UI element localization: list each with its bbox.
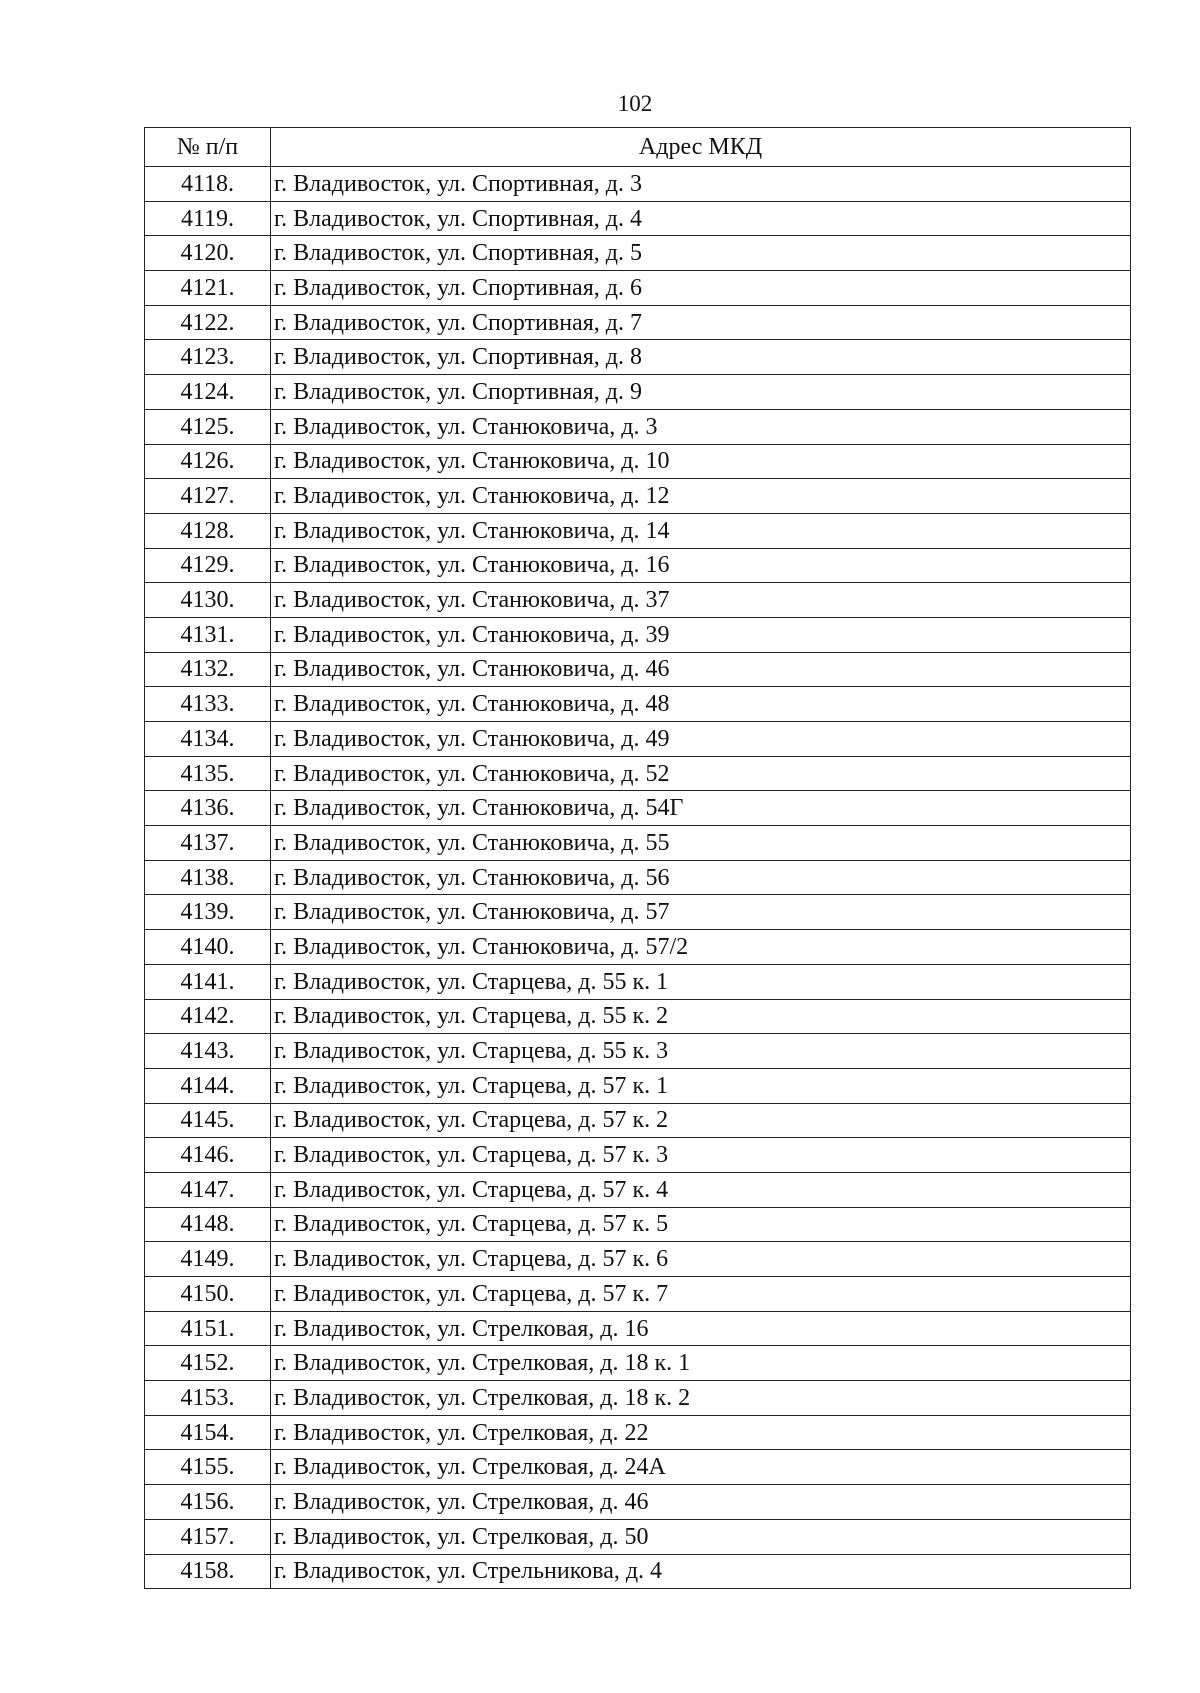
row-address: г. Владивосток, ул. Старцева, д. 55 к. 2	[271, 999, 1131, 1034]
row-number: 4127.	[145, 479, 271, 514]
row-address: г. Владивосток, ул. Старцева, д. 57 к. 3	[271, 1138, 1131, 1173]
table-row	[145, 1242, 1131, 1277]
table-row	[145, 340, 1131, 375]
row-address: г. Владивосток, ул. Станюковича, д. 37	[271, 583, 1131, 618]
table-row	[145, 583, 1131, 618]
row-number: 4145.	[145, 1103, 271, 1138]
row-address: г. Владивосток, ул. Старцева, д. 57 к. 7	[271, 1277, 1131, 1312]
row-number: 4137.	[145, 826, 271, 861]
table-row	[145, 513, 1131, 548]
row-number: 4138.	[145, 860, 271, 895]
table-header	[145, 128, 1131, 167]
table-row	[145, 1381, 1131, 1416]
row-address: г. Владивосток, ул. Стрелковая, д. 24А	[271, 1450, 1131, 1485]
row-address: г. Владивосток, ул. Старцева, д. 55 к. 3	[271, 1034, 1131, 1069]
row-address: г. Владивосток, ул. Стрелковая, д. 18 к. 1	[271, 1346, 1131, 1381]
row-number: 4129.	[145, 548, 271, 583]
row-address: г. Владивосток, ул. Станюковича, д. 12	[271, 479, 1131, 514]
row-address: г. Владивосток, ул. Стрелковая, д. 46	[271, 1485, 1131, 1520]
row-address: г. Владивосток, ул. Спортивная, д. 9	[271, 375, 1131, 410]
row-number: 4125.	[145, 409, 271, 444]
table-row	[145, 1207, 1131, 1242]
row-address: г. Владивосток, ул. Старцева, д. 57 к. 6	[271, 1242, 1131, 1277]
table-row	[145, 964, 1131, 999]
row-number: 4155.	[145, 1450, 271, 1485]
row-address: г. Владивосток, ул. Стрелковая, д. 50	[271, 1519, 1131, 1554]
table-row	[145, 201, 1131, 236]
table-row	[145, 444, 1131, 479]
row-number: 4147.	[145, 1172, 271, 1207]
row-number: 4134.	[145, 722, 271, 757]
row-number: 4143.	[145, 1034, 271, 1069]
row-number: 4152.	[145, 1346, 271, 1381]
row-address: г. Владивосток, ул. Станюковича, д. 52	[271, 756, 1131, 791]
row-number: 4132.	[145, 652, 271, 687]
row-address: г. Владивосток, ул. Старцева, д. 57 к. 2	[271, 1103, 1131, 1138]
table-row	[145, 271, 1131, 306]
row-number: 4128.	[145, 513, 271, 548]
row-number: 4141.	[145, 964, 271, 999]
table-row	[145, 1172, 1131, 1207]
row-number: 4130.	[145, 583, 271, 618]
row-address: г. Владивосток, ул. Станюковича, д. 16	[271, 548, 1131, 583]
row-address: г. Владивосток, ул. Спортивная, д. 6	[271, 271, 1131, 306]
row-number: 4120.	[145, 236, 271, 271]
row-address: г. Владивосток, ул. Спортивная, д. 5	[271, 236, 1131, 271]
row-address: г. Владивосток, ул. Спортивная, д. 3	[271, 167, 1131, 202]
row-address: г. Владивосток, ул. Станюковича, д. 57/2	[271, 930, 1131, 965]
table-row	[145, 375, 1131, 410]
table-row	[145, 1554, 1131, 1589]
row-number: 4146.	[145, 1138, 271, 1173]
row-address: г. Владивосток, ул. Старцева, д. 57 к. 5	[271, 1207, 1131, 1242]
row-number: 4131.	[145, 617, 271, 652]
table-row	[145, 860, 1131, 895]
row-number: 4123.	[145, 340, 271, 375]
row-address: г. Владивосток, ул. Станюковича, д. 57	[271, 895, 1131, 930]
row-number: 4144.	[145, 1068, 271, 1103]
row-number: 4140.	[145, 930, 271, 965]
row-address: г. Владивосток, ул. Станюковича, д. 39	[271, 617, 1131, 652]
row-number: 4148.	[145, 1207, 271, 1242]
row-address: г. Владивосток, ул. Старцева, д. 57 к. 4	[271, 1172, 1131, 1207]
table-row	[145, 930, 1131, 965]
row-number: 4119.	[145, 201, 271, 236]
table-row	[145, 1103, 1131, 1138]
row-address: г. Владивосток, ул. Спортивная, д. 4	[271, 201, 1131, 236]
row-address: г. Владивосток, ул. Стрельникова, д. 4	[271, 1554, 1131, 1589]
row-number: 4122.	[145, 305, 271, 340]
row-address: г. Владивосток, ул. Станюковича, д. 55	[271, 826, 1131, 861]
table-row	[145, 895, 1131, 930]
row-number: 4139.	[145, 895, 271, 930]
row-number: 4151.	[145, 1311, 271, 1346]
table-row	[145, 548, 1131, 583]
row-address: г. Владивосток, ул. Станюковича, д. 49	[271, 722, 1131, 757]
table-row	[145, 1068, 1131, 1103]
table-row	[145, 1485, 1131, 1520]
table-row	[145, 756, 1131, 791]
table-row	[145, 1346, 1131, 1381]
row-address: г. Владивосток, ул. Стрелковая, д. 22	[271, 1415, 1131, 1450]
table-row	[145, 826, 1131, 861]
row-number: 4136.	[145, 791, 271, 826]
row-number: 4133.	[145, 687, 271, 722]
header-address: Адрес МКД	[271, 128, 1131, 167]
table-row	[145, 1519, 1131, 1554]
table-row	[145, 167, 1131, 202]
table-row	[145, 687, 1131, 722]
table-row	[145, 722, 1131, 757]
table-row	[145, 1415, 1131, 1450]
row-number: 4135.	[145, 756, 271, 791]
row-number: 4153.	[145, 1381, 271, 1416]
table-row	[145, 652, 1131, 687]
table-row	[145, 305, 1131, 340]
row-number: 4149.	[145, 1242, 271, 1277]
row-number: 4158.	[145, 1554, 271, 1589]
row-number: 4154.	[145, 1415, 271, 1450]
page-number: 102	[617, 91, 653, 116]
row-address: г. Владивосток, ул. Стрелковая, д. 18 к. 2	[271, 1381, 1131, 1416]
table-row	[145, 409, 1131, 444]
row-address: г. Владивосток, ул. Стрелковая, д. 16	[271, 1311, 1131, 1346]
header-number: № п/п	[145, 128, 271, 167]
row-address: г. Владивосток, ул. Станюковича, д. 54Г	[271, 791, 1131, 826]
row-number: 4124.	[145, 375, 271, 410]
table-body	[145, 167, 1131, 1589]
row-address: г. Владивосток, ул. Спортивная, д. 8	[271, 340, 1131, 375]
table-row	[145, 617, 1131, 652]
row-address: г. Владивосток, ул. Спортивная, д. 7	[271, 305, 1131, 340]
header-row	[145, 128, 1131, 167]
row-number: 4157.	[145, 1519, 271, 1554]
row-address: г. Владивосток, ул. Старцева, д. 55 к. 1	[271, 964, 1131, 999]
row-number: 4118.	[145, 167, 271, 202]
table-row	[145, 236, 1131, 271]
table-row	[145, 999, 1131, 1034]
row-number: 4150.	[145, 1277, 271, 1312]
row-address: г. Владивосток, ул. Станюковича, д. 10	[271, 444, 1131, 479]
row-number: 4142.	[145, 999, 271, 1034]
row-address: г. Владивосток, ул. Станюковича, д. 48	[271, 687, 1131, 722]
table-row	[145, 1277, 1131, 1312]
mkd-address-table	[144, 127, 1131, 1589]
table-row	[145, 1450, 1131, 1485]
row-address: г. Владивосток, ул. Станюковича, д. 56	[271, 860, 1131, 895]
table-row	[145, 1311, 1131, 1346]
table-row	[145, 791, 1131, 826]
row-address: г. Владивосток, ул. Станюковича, д. 14	[271, 513, 1131, 548]
table-row	[145, 1034, 1131, 1069]
row-address: г. Владивосток, ул. Старцева, д. 57 к. 1	[271, 1068, 1131, 1103]
table-row	[145, 479, 1131, 514]
row-address: г. Владивосток, ул. Станюковича, д. 46	[271, 652, 1131, 687]
row-number: 4126.	[145, 444, 271, 479]
table-row	[145, 1138, 1131, 1173]
row-address: г. Владивосток, ул. Станюковича, д. 3	[271, 409, 1131, 444]
row-number: 4156.	[145, 1485, 271, 1520]
row-number: 4121.	[145, 271, 271, 306]
